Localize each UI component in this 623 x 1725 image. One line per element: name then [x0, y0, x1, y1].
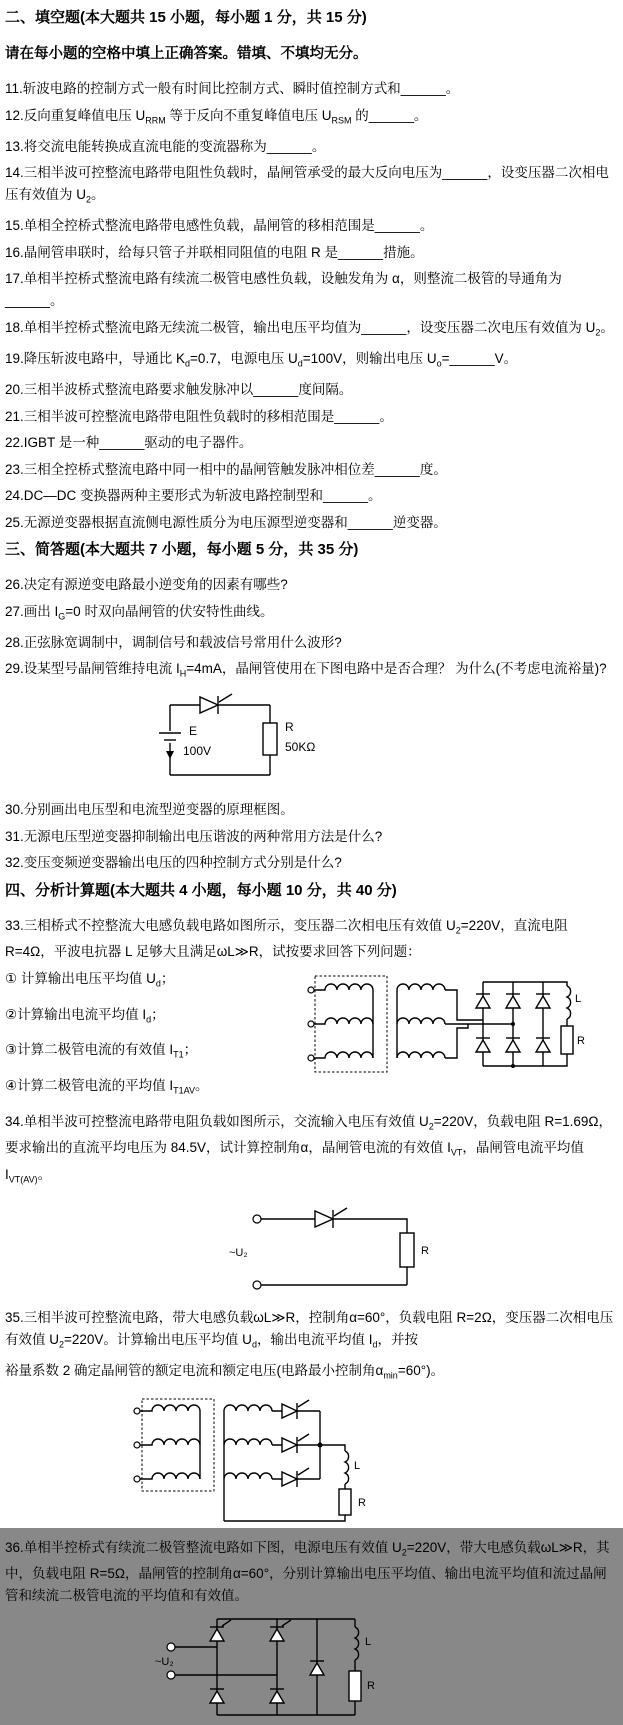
- question-28: 28.正弦脉宽调制中，调制信号和载波信号常用什么波形?: [5, 634, 342, 650]
- figure-q36-circuit: [155, 1615, 395, 1725]
- question-35: 35.三相半波可控整流电路，带大电感负载ωL≫R，控制角α=60°，负载电阻 R=2Ω，变压器二次相电压有效值 $U_2=220V$。计算输出电压平均值 $U_d$，输出电流平均值 $I_d$，并按: [5, 1309, 614, 1350]
- question-16: 16.晶闸管串联时，给每只管子并联相同阻值的电阻 R 是______措施。: [5, 244, 424, 260]
- question-33: 33.三相桥式不控整流大电感负载电路如图所示，变压器二次相电压有效值 $U_2=220V$，直流电阻 R=4Ω，平波电抗器 L 足够大且满足ωL≫R，试按要求回答下列问题：: [5, 917, 568, 960]
- question-24: 24.DC—DC 变换器两种主要形式为斩波电路控制型和______。: [5, 488, 382, 504]
- figure-q34-circuit: [227, 1201, 467, 1297]
- diode-symbol: [476, 994, 490, 1008]
- question-33-sub4: ④计算二极管电流的平均值 $I_{T1AV}$。: [5, 1077, 209, 1096]
- thyristor-symbol: [272, 1434, 320, 1453]
- diode-symbol: [536, 1038, 550, 1052]
- question-35-line2: 裕量系数 2 确定晶闸管的额定电流和额定电压(电路最小控制角$\alpha_{min}=60^\circ$)。: [5, 1362, 445, 1381]
- question-33-body: [5, 968, 618, 1111]
- fig29-emf-label: E: [189, 724, 198, 739]
- fig29-voltage-label: 100V: [183, 744, 212, 759]
- question-36: 36.单相半控桥式有续流二极管整流电路如下图，电源电压有效值 $U_2=220V$，带大电感负载ωL≫R，其中，负载电阻 R=5Ω，晶闸管的控制角α=60°，分别计算输出电压平均值、输出电流平均值和流过晶闸管和续流二极管电流的平均值和有效值。: [5, 1539, 610, 1604]
- question-29: 29.设某型号晶闸管维持电流 $I_H=4mA$，晶闸管使用在下图电路中是否合理？ 为什么(不考虑电流裕量)?: [5, 661, 607, 680]
- fig29-resistor-value: 50KΩ: [285, 740, 316, 755]
- question-25: 25.无源逆变器根据直流侧电源性质分为电压源型逆变器和______逆变器。: [5, 514, 447, 530]
- transformer-secondary: [397, 984, 513, 1058]
- diode-symbol: [506, 1038, 520, 1052]
- fig29-resistor-label: R: [285, 720, 294, 735]
- load-branch: [349, 1619, 375, 1715]
- question-31: 31.无源电压型逆变器抑制输出电压谐波的两种常用方法是什么?: [5, 828, 383, 844]
- diode-symbol: [536, 994, 550, 1008]
- question-18: 18.单相半控桥式整流电路无续流二极管，输出电压平均值为______，设变压器二次电压有效值为 $U_2$。: [5, 319, 614, 338]
- question-15: 15.单相全控桥式整流电路带电感性负载，晶闸管的移相范围是______。: [5, 218, 434, 234]
- resistor-symbol: [263, 723, 277, 755]
- bridge: [210, 1619, 355, 1715]
- question-23: 23.三相全控桥式整流电路中同一相中的晶闸管触发脉冲相位差______度。: [5, 461, 447, 477]
- thyristor-symbol: [272, 1400, 320, 1419]
- diode-symbol: [506, 994, 520, 1008]
- question-33-sub1: ① 计算输出电压平均值 $U_d$；: [5, 970, 175, 989]
- diode-bridge: [476, 982, 550, 1068]
- output-bus: [318, 1411, 346, 1479]
- question-34: 34.单相半波可控整流电路带电阻负载如图所示，交流输入电压有效值 $U_2=220V$，负载电阻 R=1.69Ω，要求输出的直流平均电压为 84.5V，试计算控制角α，晶闸管电流的有效值 $I_{VT}$，晶闸管电流平均值 $I_{VT(AV)}$。: [5, 1113, 612, 1185]
- fig36-source-label: ~U₂: [155, 1656, 174, 1669]
- fig36-resistor-label: R: [367, 1680, 375, 1693]
- thyristor-symbol: [200, 694, 232, 714]
- ac-source: [155, 1643, 175, 1679]
- section-fill-title: 二、填空题(本大题共 15 小题，每小题 1 分，共 15 分): [5, 9, 367, 26]
- diode-symbol: [210, 1689, 224, 1703]
- question-33-figure-wrap: [305, 968, 618, 1082]
- question-22: 22.IGBT 是一种______驱动的电子器件。: [5, 435, 253, 451]
- thyristor-symbol: [270, 1620, 291, 1641]
- thyristor-symbol: [315, 1208, 347, 1228]
- question-21: 21.三相半波可控整流电路带电阻性负载时的移相范围是______。: [5, 408, 393, 424]
- section-calc-title: 四、分析计算题(本大题共 4 小题，每小题 10 分，共 40 分): [5, 881, 397, 899]
- thyristor-symbol: [272, 1468, 320, 1487]
- diode-symbol: [270, 1689, 284, 1703]
- fig35-inductor-label: L: [354, 1459, 361, 1472]
- transformer-primary: [308, 976, 387, 1072]
- question-12: 12.反向重复峰值电压 $U_{RRM}$ 等于反向不重复峰值电压 $U_{RSM}$ 的______。: [5, 107, 428, 126]
- question-33-subitems: [5, 968, 305, 1111]
- question-32: 32.变压变频逆变器输出电压的四种控制方式分别是什么?: [5, 855, 342, 871]
- diode-symbol: [476, 1038, 490, 1052]
- question-30: 30.分别画出电压型和电流型逆变器的原理框图。: [5, 802, 294, 818]
- freewheel-branch: [310, 1619, 324, 1715]
- fig34-source-label: ~U₂: [229, 1246, 248, 1259]
- transformer-primary: [134, 1399, 214, 1491]
- figure-q33-circuit: [305, 968, 590, 1082]
- fig36-inductor-label: L: [365, 1636, 372, 1649]
- ac-source: [229, 1215, 261, 1289]
- fill-instruction: 请在每小题的空格中填上正确答案。错填、不填均无分。: [5, 46, 368, 62]
- figure-q35-circuit: [130, 1393, 380, 1529]
- question-33-sub2: ②计算输出电流平均值 $I_d$；: [5, 1006, 165, 1025]
- question-13: 13.将交流电能转换成直流电能的变流器称为______。: [5, 138, 326, 154]
- transformer-secondary: [224, 1405, 272, 1521]
- thyristor-symbol: [210, 1620, 231, 1641]
- question-11: 11.斩波电路的控制方式一般有时间比控制方式、瞬时值控制方式和______。: [5, 81, 460, 96]
- fig34-resistor-label: R: [421, 1244, 429, 1257]
- load-branch: [224, 1451, 366, 1521]
- question-20: 20.三相半波桥式整流电路要求触发脉冲以______度间隔。: [5, 382, 353, 398]
- section-short-title: 三、简答题(本大题共 7 小题，每小题 5 分，共 35 分): [5, 541, 359, 559]
- freewheel-diode-symbol: [310, 1661, 324, 1675]
- question-26: 26.决定有源逆变电路最小逆变角的因素有哪些?: [5, 577, 288, 593]
- figure-q29-circuit: [155, 693, 365, 789]
- fig33-inductor-label: L: [575, 992, 582, 1005]
- question-14: 14.三相半波可控整流电路带电阻性负载时，晶闸管承受的最大反向电压为______，设变压器二次相电压有效值为 $U_2$。: [5, 165, 609, 205]
- question-33-sub3: ③计算二极管电流的有效值 $I_{T1}$；: [5, 1042, 198, 1060]
- question-17: 17.单相半控桥式整流电路有续流二极管电感性负载，设触发角为 α，则整流二极管的导通角为______。: [5, 271, 562, 309]
- question-27: 27.画出 $I_G=0$ 时双向晶闸管的伏安特性曲线。: [5, 603, 274, 622]
- fig35-resistor-label: R: [358, 1496, 366, 1509]
- fig33-resistor-label: R: [577, 1034, 585, 1047]
- circuit-loop: [159, 694, 315, 775]
- resistor-symbol: [400, 1233, 429, 1267]
- question-19: 19.降压斩波电路中，导通比 $K_d=0.7$，电源电压 $U_d=100V$，则输出电压 $U_o=\_\_\_\_\_\_V$。: [5, 351, 518, 369]
